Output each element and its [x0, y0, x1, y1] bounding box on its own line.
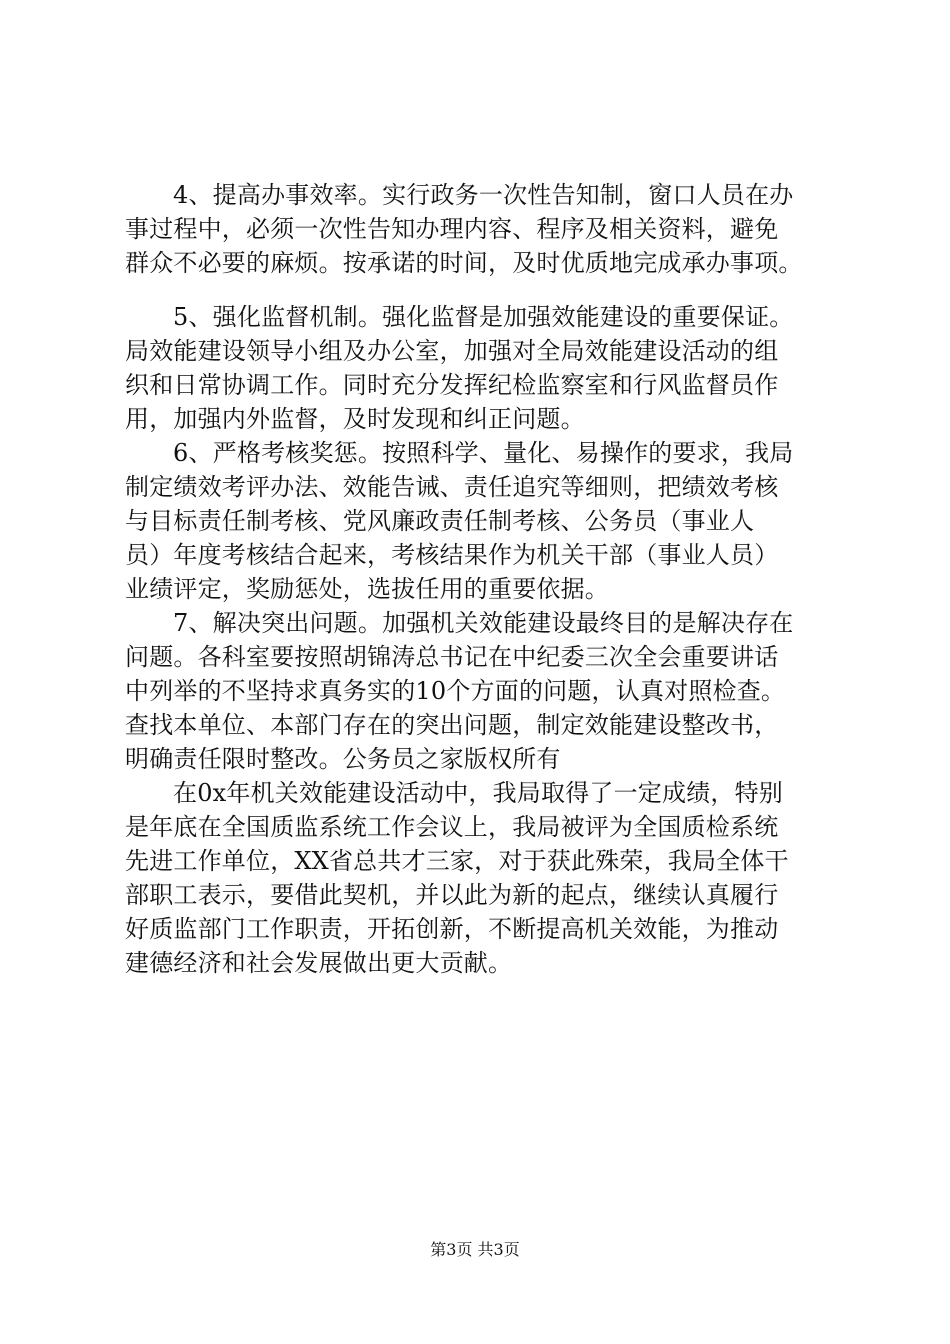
paragraph-2-line-2: 局效能建设领导小组及办公室，加强对全局效能建设活动的组	[125, 337, 779, 365]
paragraph-4-line-3: 中列举的不坚持求真务实的10个方面的问题，认真对照检查。	[125, 677, 786, 705]
paragraph-1-line-3: 群众不必要的麻烦。按承诺的时间，及时优质地完成承办事项。	[125, 249, 803, 277]
paragraph-3-line-2: 制定绩效考评办法、效能告诫、责任追究等细则，把绩效考核	[125, 473, 779, 501]
paragraph-2-line-3: 织和日常协调工作。同时充分发挥纪检监察室和行风监督员作	[125, 371, 779, 399]
paragraph-4-line-5: 明确责任限时整改。公务员之家版权所有	[125, 745, 561, 773]
paragraph-2-line-4: 用，加强内外监督，及时发现和纠正问题。	[125, 405, 585, 433]
paragraph-1-line-2: 事过程中，必须一次性告知办理内容、程序及相关资料，避免	[125, 215, 779, 243]
paragraph-3-line-5: 业绩评定，奖励惩处，选拔任用的重要依据。	[125, 575, 609, 603]
paragraph-1-line-1: 4、提高办事效率。实行政务一次性告知制，窗口人员在办	[173, 181, 794, 209]
paragraph-3-line-1: 6、严格考核奖惩。按照科学、量化、易操作的要求，我局	[173, 439, 794, 467]
paragraph-5-line-2: 是年底在全国质监系统工作会议上，我局被评为全国质检系统	[125, 813, 779, 841]
paragraph-4-line-4: 查找本单位、本部门存在的突出问题，制定效能建设整改书，	[125, 711, 779, 739]
paragraph-5-line-6: 建德经济和社会发展做出更大贡献。	[125, 949, 513, 977]
paragraph-2-line-1: 5、强化监督机制。强化监督是加强效能建设的重要保证。	[173, 303, 794, 331]
paragraph-5-line-1: 在0x年机关效能建设活动中，我局取得了一定成绩，特别	[173, 779, 784, 807]
paragraph-5-line-3: 先进工作单位，XX省总共才三家，对于获此殊荣，我局全体干	[125, 847, 789, 875]
paragraph-4-line-2: 问题。各科室要按照胡锦涛总书记在中纪委三次全会重要讲话	[125, 643, 779, 671]
paragraph-3-line-4: 员）年度考核结合起来，考核结果作为机关干部（事业人员）	[125, 541, 779, 569]
page-footer: 第3页 共3页	[430, 1240, 520, 1259]
paragraph-3-line-3: 与目标责任制考核、党风廉政责任制考核、公务员（事业人	[125, 507, 755, 535]
paragraph-5-line-5: 好质监部门工作职责，开拓创新，不断提高机关效能，为推动	[125, 915, 779, 943]
paragraph-5-line-4: 部职工表示，要借此契机，并以此为新的起点，继续认真履行	[125, 881, 779, 909]
paragraph-4-line-1: 7、解决突出问题。加强机关效能建设最终目的是解决存在	[173, 609, 794, 637]
